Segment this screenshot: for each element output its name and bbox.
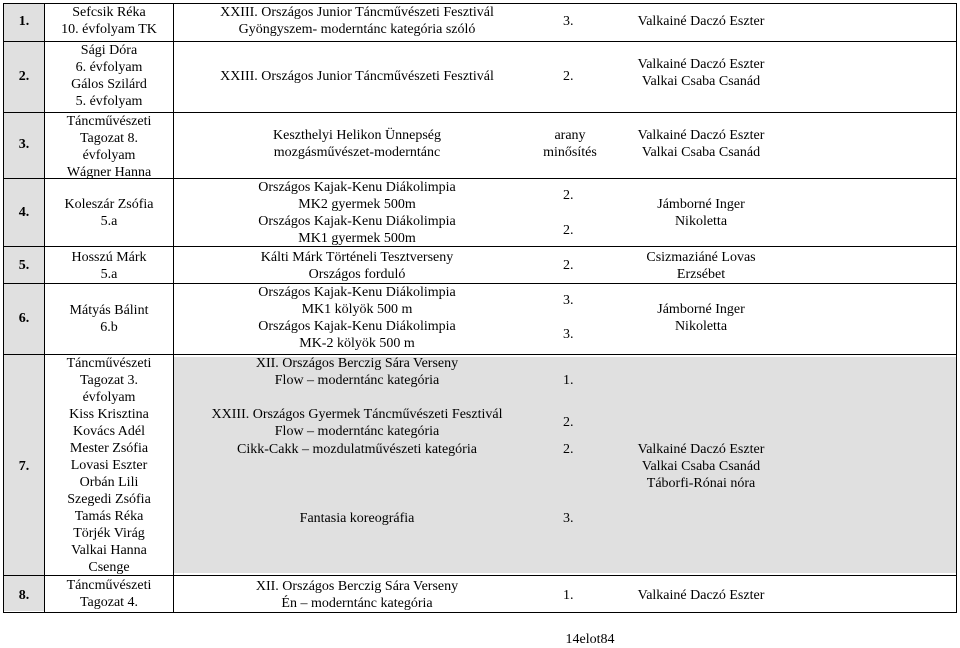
competition-line: mozgásművészet-moderntánc — [273, 145, 441, 160]
teacher-name: Valkai Csaba Csanád — [641, 459, 761, 474]
competition-line: XII. Országos Berczig Sára Verseny — [255, 356, 459, 371]
student-name: Kovács Adél — [73, 424, 145, 439]
table-border-bottom — [3, 612, 957, 613]
competition-line: MK2 gyermek 500m — [298, 197, 416, 212]
student-name: 10. évfolyam TK — [61, 22, 157, 37]
student-name: 5.a — [100, 214, 118, 229]
student-name: Tamás Réka — [74, 509, 144, 524]
row-number: 8. — [18, 588, 30, 603]
teacher-name: Erzsébet — [676, 267, 726, 282]
competition-line: Országos Kajak-Kenu Diákolimpia — [258, 180, 456, 195]
result: 3. — [563, 14, 574, 29]
page-footer: 14elot84 — [565, 632, 615, 647]
competition-line: XXIII. Országos Junior Táncművészeti Fesztivál — [220, 5, 494, 20]
result: 3. — [563, 511, 574, 526]
student-name: Kiss Krisztina — [69, 407, 149, 422]
student-name: 5.a — [100, 267, 118, 282]
competition-line: Országos Kajak-Kenu Diákolimpia — [258, 319, 456, 334]
row7-shading — [174, 357, 957, 573]
row-number: 1. — [18, 14, 30, 29]
result: 2. — [563, 442, 574, 457]
student-name: Szegedi Zsófia — [67, 492, 151, 507]
student-name: Hosszú Márk — [71, 250, 147, 265]
result: minősítés — [543, 145, 597, 160]
teacher-name: Valkai Csaba Csanád — [641, 74, 761, 89]
number-column-shading — [3, 3, 44, 611]
result: 2. — [563, 258, 574, 273]
result: 2. — [563, 69, 574, 84]
teacher-name: Valkainé Daczó Eszter — [637, 128, 765, 143]
competition-line: Országos Kajak-Kenu Diákolimpia — [258, 214, 456, 229]
student-name: Mester Zsófia — [69, 441, 149, 456]
competition-line: Országos forduló — [308, 267, 406, 282]
student-name: Táncművészeti — [66, 578, 152, 593]
student-name: Táncművészeti — [66, 114, 152, 129]
teacher-name: Valkainé Daczó Eszter — [637, 442, 765, 457]
student-name: Orbán Lili — [79, 475, 139, 490]
competition-line: Fantasia koreográfia — [299, 511, 415, 526]
student-name: Törjék Virág — [73, 526, 145, 541]
teacher-name: Valkai Csaba Csanád — [641, 145, 761, 160]
student-name: 6. évfolyam — [75, 60, 143, 75]
competition-line: Flow – moderntánc kategória — [274, 373, 440, 388]
student-name: Gálos Szilárd — [71, 77, 147, 92]
result: 3. — [563, 327, 574, 342]
row-number: 4. — [18, 205, 30, 220]
student-name: Wágner Hanna — [66, 165, 152, 180]
teacher-name: Jámborné Inger — [657, 302, 745, 317]
row-number: 5. — [18, 258, 30, 273]
student-name: Tagozat 3. — [79, 373, 139, 388]
result: 1. — [563, 588, 574, 603]
table-border-right — [956, 3, 957, 613]
student-name: Mátyás Bálint — [69, 303, 149, 318]
teacher-name: Valkainé Daczó Eszter — [637, 588, 765, 603]
teacher-name: Jámborné Inger — [657, 197, 745, 212]
teacher-name: Táborfi-Rónai nóra — [646, 476, 756, 491]
competition-line: Gyöngyszem- moderntánc kategória szóló — [238, 22, 476, 37]
student-name: Csenge — [88, 560, 130, 575]
competition-line: XXIII. Országos Junior Táncművészeti Fesztivál — [220, 69, 494, 84]
student-name: Tagozat 4. — [79, 595, 139, 610]
student-name: Koleszár Zsófia — [64, 197, 154, 212]
competition-line: Országos Kajak-Kenu Diákolimpia — [258, 285, 456, 300]
teacher-name: Nikoletta — [674, 214, 728, 229]
student-name: Sefcsik Réka — [72, 5, 146, 20]
competition-line: MK-2 kölyök 500 m — [299, 336, 415, 351]
student-name: Lovasi Eszter — [70, 458, 148, 473]
competition-line: Kálti Márk Történeli Tesztverseny — [260, 250, 454, 265]
competition-line: Keszthelyi Helikon Ünnepség — [273, 128, 441, 143]
student-name: Sági Dóra — [80, 43, 138, 58]
row-number: 3. — [18, 137, 30, 152]
competition-line: Cikk-Cakk – mozdulatművészeti kategória — [237, 442, 477, 457]
result: 3. — [563, 293, 574, 308]
result: 2. — [563, 415, 574, 430]
competition-line: XXIII. Országos Gyermek Táncművészeti Fesztivál — [211, 407, 503, 422]
student-name: Valkai Hanna — [71, 543, 147, 558]
student-name: Táncművészeti — [66, 356, 152, 371]
result: 2. — [563, 188, 574, 203]
competition-line: XII. Országos Berczig Sára Verseny — [255, 579, 459, 594]
result: 2. — [563, 223, 574, 238]
result: 1. — [563, 373, 574, 388]
teacher-name: Csizmaziáné Lovas — [646, 250, 756, 265]
student-name: 5. évfolyam — [75, 94, 143, 109]
student-name: évfolyam — [82, 148, 136, 163]
competition-line: MK1 kölyök 500 m — [301, 302, 413, 317]
result: arany — [554, 128, 586, 143]
row-number: 2. — [18, 69, 30, 84]
competition-line: Flow – moderntánc kategória — [274, 424, 440, 439]
row-number: 6. — [18, 311, 30, 326]
row-number: 7. — [18, 459, 30, 474]
student-name: 6.b — [100, 320, 118, 335]
table-border-left — [3, 3, 4, 613]
competition-line: Én – moderntánc kategória — [281, 596, 433, 611]
competition-line: MK1 gyermek 500m — [298, 231, 416, 246]
student-name: Tagozat 8. — [79, 131, 139, 146]
teacher-name: Valkainé Daczó Eszter — [637, 14, 765, 29]
student-name: évfolyam — [82, 390, 136, 405]
teacher-name: Nikoletta — [674, 319, 728, 334]
teacher-name: Valkainé Daczó Eszter — [637, 57, 765, 72]
